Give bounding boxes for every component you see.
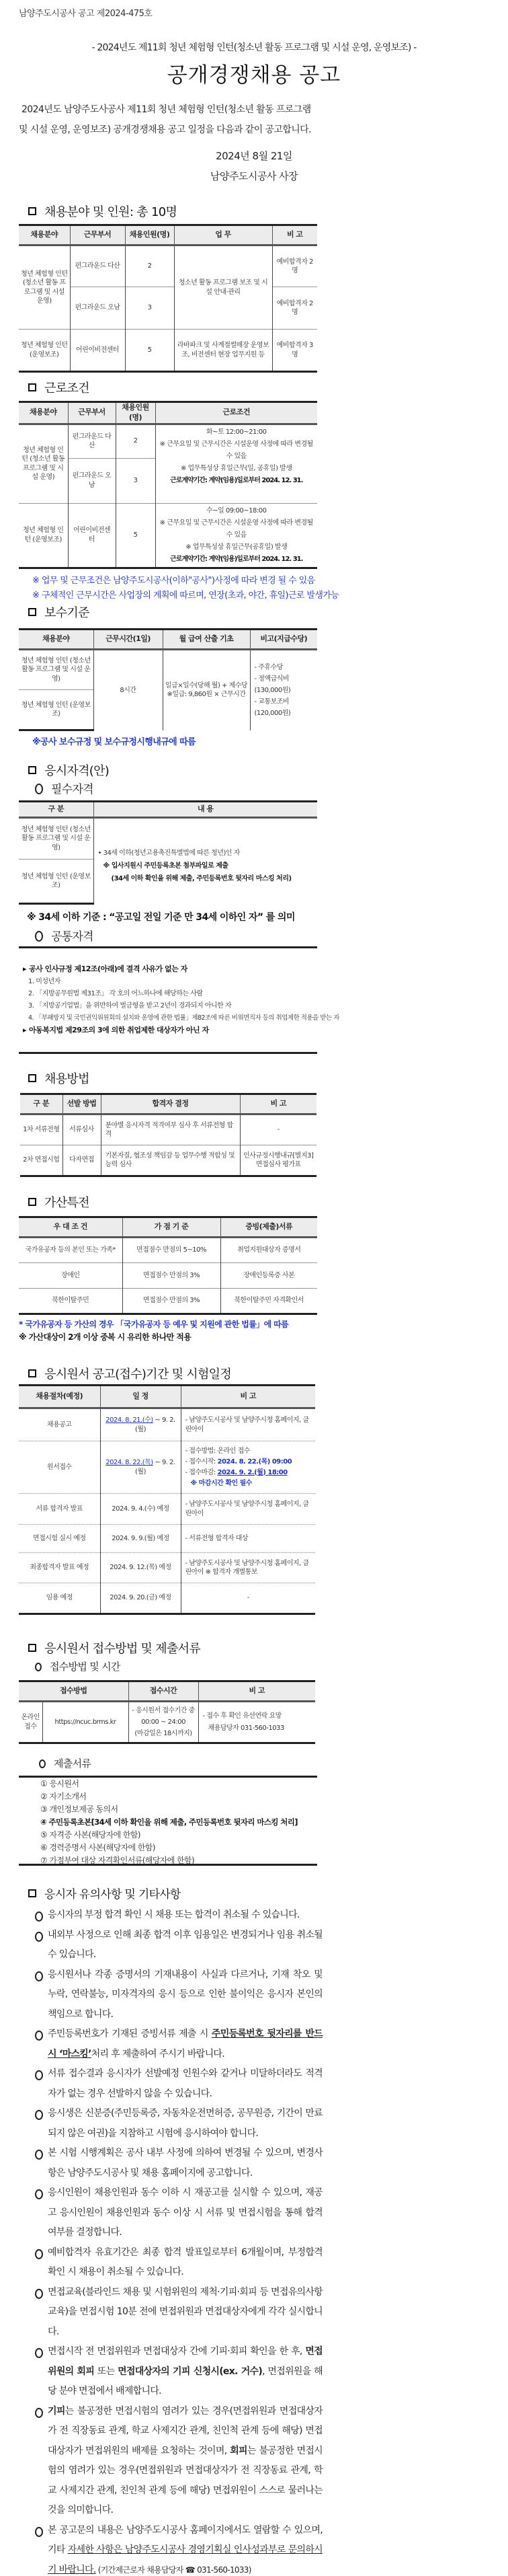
requirement-note: (34세 이하 확인을 위해 제출, 주민등록번호 뒷자리 마스킹 처리) [111,875,292,882]
note-item: 면접교육(블라인드 채용 및 시험위원의 제척·기피·회피 등 면접유의사항 교육)을 면접시험 10분 전에 면접위원과 면접대상자에게 각각 실시합니다. [35,2283,323,2343]
section-positions-title [28,204,177,221]
dept-cell: 펀그라운드 다산 [70,245,125,287]
table-row [19,1494,315,1525]
note-item: 응시자의 부정 합격 확인 시 채용 또는 합격이 취소될 수 있습니다. [35,1905,323,1926]
requirement-heading: ▸ 아동복지법 제29조의 3에 의한 취업제한 대상자가 아닌 자 [23,1026,313,1036]
col-header: 근무부서 [70,225,125,245]
field-cell: 청년 체험형 인턴 (청소년 활동 프로그램 및 시설 운영) [19,424,68,503]
stage-cell: 1차 서류전형 [20,1114,62,1145]
document-item: ⑤ 자격증 사본(해당자에 한함) [40,1830,140,1840]
contact-phone: 채용담당자 031-560-1033 [208,1724,284,1732]
requirement-heading: ▸ 공사 인사규정 제12조(아래)에 결격 사유가 없는 자 [23,964,313,975]
document-item: ① 응시원서 [40,1779,79,1788]
method-subtitle [35,1660,120,1673]
col-header: 접수시간 [128,1681,198,1702]
contact-phone: (기간제근로자 채용담당자 ☎ 031-560-1033) [95,2565,251,2575]
bonus-note: * 국가유공자 등 가산의 경우 「국가유공자 등 예우 및 지원에 관한 법률」에 따름 [19,1320,289,1329]
col-header: 비고(지급수당) [250,630,317,650]
eligibility-table [19,800,317,905]
date-cell [100,1408,181,1441]
col-header: 근무시간(1일) [93,630,163,650]
schedule-table [19,1384,315,1615]
step-cell: 임용 예정 [19,1583,100,1614]
note-cell [181,1441,315,1494]
square-bullet-icon [28,766,36,774]
square-bullet-icon [28,1074,36,1082]
col-header: 채용분야 [19,630,93,650]
section-title-text: 채용방법 [44,1072,89,1086]
col-header: 채용분야 [19,225,70,245]
duty-cell: 라바파크 및 사계절썰매장 운영보조, 비전센터 현장 업무지원 등 [174,330,272,372]
notice-issuer: 남양주도시공사 사장 [210,170,298,182]
end-datetime: 2024. 9. 2.(월) 18:00 [217,1468,288,1476]
col-header: 일 정 [100,1386,181,1408]
conditions-table [19,401,317,569]
table-row [19,1441,315,1494]
table-header-row [19,630,317,650]
section-title-text: 보수기준 [44,606,89,620]
col-header: 증빙(제출)서류 [220,1217,317,1238]
table-row [19,1263,317,1289]
time-line: (마감일은 18시까지) [134,1730,192,1737]
document-item: ③ 개인정보제공 동의서 [40,1805,118,1814]
col-header: 비 고 [198,1681,315,1702]
section-title-text: 가산특전 [44,1196,89,1210]
note-cell: - 남양주도시공사 및 남양주시청 홈페이지, 클린아이 [181,1494,315,1525]
dept-cell: 펀그라운드 다산 [68,424,116,458]
section-title-text: 응시자격(안) [44,764,110,778]
contract-term: 근로계약기간: 계약(임용)일로부터 2024. 12. 31. [170,476,303,484]
note-label: - 접수마감: [185,1468,218,1476]
document-item: ⑥ 경력증명서 사본(해당자에 한함) [40,1843,155,1852]
method-type-cell: 온라인 접수 [19,1702,42,1743]
note-text: 본 공고문의 내용은 남양주도시공사 홈페이지에서도 열람할 수 있으며, 기타 [48,2524,323,2555]
formula-line: ※일급: 9,860원 × 근무시간 [167,691,246,699]
field-cell: 청년 체험형 인턴 (청소년 활동 프로그램 및 시설 운영) [19,245,70,330]
url-link[interactable]: https://ncuc.brms.kr [42,1702,128,1743]
col-header: 근무부서 [68,402,116,424]
note-cell: - 남양주도시공사 및 남양주시청 홈페이지, 클린아이 [181,1408,315,1441]
section-title-text: 근로조건 [44,381,89,395]
subtitle-text: 접수방법 및 시간 [50,1661,120,1673]
work-note: ※ 업무특성상 휴일근무(공휴일) 발생 [185,543,288,551]
count-cell: 3 [125,287,174,330]
note-item [35,2521,323,2576]
count-cell: 5 [125,330,174,372]
note-item: 내외부 사정으로 인해 최종 합격 이후 임용일은 변경되거나 임용 취소될 수 있습니다. [35,1926,323,1965]
documents-list [19,1776,317,1866]
conditions-note: ※ 업무 및 근무조건은 남양주도시공사(이하"공사")사정에 따라 변경 될 수 있음 [32,576,315,586]
documents-subtitle [39,1757,91,1770]
note-line [185,1468,314,1478]
table-header-row [20,1094,316,1114]
section-schedule-title [28,1367,231,1383]
section-title-text: 응시원서 접수방법 및 제출서류 [44,1642,201,1656]
section-conditions-title [28,381,89,397]
field-cell: 청년 체험형 인턴 (운영보조) [19,330,70,372]
date-highlight: 2024. 8. 22.(목) [105,1459,153,1466]
notice-number: 남양주도시공사 공고 제2024-475호 [19,9,153,19]
date-rest: ~ 9. 2.(월) [135,1459,175,1476]
col-header: 업 무 [174,225,272,245]
table-header-row [19,402,317,424]
note-underline: 자세한 사항은 남양주도시공사 경영기획실 인사성과부로 문의하시기 바랍니다. [48,2544,323,2575]
work-note: ※ 근무요일 및 근무시간은 시설운영 사정에 따라 변경될 수 있음 [159,440,313,460]
square-bullet-icon [28,608,36,616]
note-line: - 접수 후 확인 유선연락 요망 [202,1712,282,1720]
note-line: - 접수방법: 온라인 접수 [185,1447,250,1455]
col-header: 구 분 [20,1094,62,1114]
list-item: 4. 「부패방지 및 국민권익위원회의 설치와 운영에 관한 법률」제82조에 따른 비위면직자 등의 취업제한 적용을 받는 자 [28,1014,339,1022]
work-note: ※ 업무특성상 휴일근무(일, 공휴일) 발생 [181,464,292,472]
hours-cell: 8시간 [93,650,163,730]
deadline-warning: ※ 마감시간 확인 필수 [190,1479,252,1487]
note-cell: 예비합격자 2명 [272,287,317,330]
application-method-table [19,1680,315,1744]
note-text: 또는 [94,2365,118,2377]
subtitle-text: 공통자격 [51,930,93,944]
table-row [19,245,317,287]
decision-cell: 분야별 응시자격 적격여부 심사 후 서류전형 합격 [101,1114,240,1145]
section-title-text: 응시원서 공고(접수)기간 및 시험일정 [44,1367,232,1381]
condition-cell: 장애인 [19,1263,122,1289]
intro-paragraph: 2024년도 남양주도사공사 제11회 청년 체험형 인턴(청소년 활동 프로그램 및 시설 운영, 운영보조) 공개경쟁채용 공고 일정을 다음과 같이 공고합니다. [19,104,311,135]
col-header: 채용절차(예정) [19,1386,100,1408]
square-bullet-icon [28,1198,36,1206]
field-cell: 청년 체험형 인턴 (청소년 활동 프로그램 및 시설 운영) [19,818,93,860]
col-header: 선발 방법 [62,1094,101,1114]
points-cell: 면접점수 만점의 3% [122,1263,220,1289]
table-row [20,1145,316,1176]
col-header: 우 대 조 건 [19,1217,122,1238]
note-emphasis: 기피 [48,2405,65,2417]
note-label: - 접수시작: [185,1457,218,1466]
col-header: 비 고 [181,1386,315,1408]
document-item: ④ 주민등록초본[34세 이하 확인을 위해 제출, 주민등록번호 뒷자리 마스킹 처리] [40,1817,298,1827]
condition-cell: 국가유공자 등의 본인 또는 가족* [19,1238,122,1263]
document-cell: 북한이탈주민 자격확인서 [220,1289,317,1314]
date-cell: 2024. 9. 4.(수) 예정 [100,1494,181,1525]
note-item: 본 시험 시행계획은 공사 내부 사정에 의하여 변경될 수 있으며, 변경사항은 남양주도시공사 및 채용 홈페이지에 공고합니다. [35,2144,323,2183]
conditions-cell [155,424,317,503]
table-row [19,1525,315,1553]
method-table [20,1093,316,1177]
count-cell: 3 [116,458,155,503]
stage-cell: 2차 면접시험 [20,1145,62,1176]
note-cell: - 남양주도시공사 및 남양주시청 홈페이지, 클린아이 ※ 합격자 개별통보 [181,1553,315,1583]
common-subtitle [35,930,93,945]
section-method-title [28,1071,89,1088]
col-header: 비 고 [240,1094,316,1114]
document-cell: 장애인등록증 사본 [220,1263,317,1289]
table-row [19,650,317,690]
count-cell: 2 [125,245,174,287]
section-application-title [28,1641,200,1657]
note-cell [198,1702,315,1743]
work-hours: 수~일 09:00~18:00 [206,506,267,515]
col-header: 접수방법 [19,1681,128,1702]
note-item: 예비합격자 유효기간은 최종 합격 발표일로부터 6개월이며, 부정합격 확인 시 채용이 취소될 수 있습니다. [35,2243,323,2283]
square-bullet-icon [28,207,36,215]
note-cell: 예비합격자 3명 [272,330,317,372]
square-bullet-icon [28,1644,36,1652]
salary-table [19,628,317,731]
square-bullet-icon [28,383,36,391]
note-item: 서류 접수결과 응시자가 선발예정 인원수와 같거나 미달하더라도 적격자가 없는 경우 선발하지 않을 수 있습니다. [35,2064,323,2104]
bonus-note: ※ 가산대상이 2개 이상 중복 시 유리한 하나만 적용 [19,1332,192,1342]
table-header-row [19,1386,315,1408]
note-text: 는 불공정한 면접시험의 염려가 있는 경우(면접위원과 면접대상자가 전 직장동료 관계, 학교 사제지간 관계, 친인척 관계 등에 해당) 면접대상자가 면접위원의 배제를 요청하는 것이며, [48,2405,323,2456]
notice-date: 2024년 8월 21일 [216,150,292,162]
date-cell [100,1441,181,1494]
allowance-item: - 정액급식비(130,000원) [254,675,291,694]
section-title-text: 채용분야 및 인원: 총 10명 [44,205,177,219]
note-emphasis: 면접대상자의 기피 신청시(ex. 거수) [118,2365,263,2377]
col-header: 내 용 [93,802,317,818]
circle-bullet-icon [35,784,43,794]
note-text: , 면접위원을 해당 분야 면접에서 배제합니다. [48,2365,323,2396]
field-cell: 청년 체험형 인턴 (운영보조) [19,503,68,568]
salary-note: ※공사 보수규정 및 보수규정시행내규에 따름 [32,737,196,747]
document-item: ② 자기소개서 [40,1792,87,1801]
list-item: 2. 「지방공무원법 제31조」 각 호의 어느하나에 해당하는 사람 [28,989,203,997]
table-row [19,1238,317,1263]
note-text: 는 불공정한 면접시험의 염려가 있는 경우(면접위원과 면접대상자가 전 직장동료 관계, 학교 사제지간 관계, 친인척 관계 등에 해당) 면접위원이 스스로 물러나는 것을 의미합니다. [48,2445,323,2515]
note-text: 주민등록번호가 기재된 증빙서류 제출 시 [48,2029,212,2039]
col-header: 합격자 결정 [101,1094,240,1114]
bonus-table [19,1216,317,1315]
date-highlight: 2024. 8. 21.(수) [105,1416,153,1424]
duty-cell: 청소년 활동 프로그램 보조 및 시설 안내·관리 [174,245,272,330]
date-rest: ~ 9. 2.(월) [135,1416,175,1433]
selection-cell: 다자면접 [62,1145,101,1176]
time-line: 00:00 ~ 24:00 [141,1718,185,1726]
col-header: 채용인원(명) [116,402,155,424]
required-subtitle [35,782,93,798]
positions-table [19,224,317,373]
note-cell: - [240,1114,316,1145]
table-row [19,1553,315,1583]
col-header: 채용분야 [19,402,68,424]
col-header: 비 고 [272,225,317,245]
table-row [19,330,317,372]
step-cell: 서류 합격자 발표 [19,1494,100,1525]
selection-cell: 서류심사 [62,1114,101,1145]
table-row [19,1289,317,1314]
dept-cell: 펀그라운드 오남 [70,287,125,330]
dept-cell: 펀그라운드 오남 [68,458,116,503]
note-line [185,1457,314,1468]
square-bullet-icon [28,1369,36,1377]
notice-subtitle: - 2024년도 제11회 청년 체험형 인턴(청소년 활동 프로그램 및 시설 운영, 운영보조) - [91,42,417,53]
note-item [35,2024,323,2064]
note-cell: 인사규정시행내규[별지3] 면접심사 평가표 [240,1145,316,1176]
field-cell: 청년 체험형 인턴 (청소년 활동 프로그램 및 시설 운영) [19,650,93,690]
table-row [19,1408,315,1441]
dept-cell: 어린이비전센터 [70,330,125,372]
col-header: 가 점 기 준 [122,1217,220,1238]
table-row [19,1702,315,1743]
date-cell: 2024. 9. 9.(월) 예정 [100,1525,181,1553]
date-cell: 2024. 9. 12.(목) 예정 [100,1553,181,1583]
date-cell: 2024. 9. 20.(금) 예정 [100,1583,181,1614]
contract-term: 근로계약기간: 계약(임용)일로부터 2024. 12. 31. [170,555,303,563]
step-cell: 최종합격자 발표 예정 [19,1553,100,1583]
note-emphasis: 면접위원의 회피 [48,2346,323,2377]
condition-cell: 북한이탈주민 [19,1289,122,1314]
dept-cell: 어린이비전센터 [68,503,116,568]
conditions-cell [155,503,317,568]
section-title-text: 응시자 유의사항 및 기타사항 [44,1888,181,1901]
note-item: 응시인원이 채용인원과 동수 이하 시 재공고를 실시할 수 있으며, 재공고 응시인원이 채용인원과 동수 이상 시 서류 및 면접시험을 통해 합격여부를 결정합니다. [35,2183,323,2243]
col-header: 채용인원(명) [125,225,174,245]
start-datetime: 2024. 8. 22.(목) 09:00 [217,1457,292,1466]
document-item: ⑦ 가점부여 대상 자격확인서류(해당자에 한함) [40,1856,195,1865]
step-cell: 원서접수 [19,1441,100,1494]
section-salary-title [28,605,89,621]
circle-bullet-icon [39,1759,46,1768]
table-row [19,503,317,568]
decision-cell: 기본자질, 협조성 책임감 등 업무수행 적합성 및 능력 심사 [101,1145,240,1176]
table-row [19,818,317,860]
subtitle-text: 필수자격 [51,783,93,796]
list-item: 3. 「지방공기업법」을 위반하여 벌금형을 받고 2년이 경과되지 아니한 자 [28,1001,232,1010]
note-text: 처리 후 제출하여 주시기 바랍니다. [91,2048,225,2059]
work-hours: 화~토 12:00~21:00 [206,428,267,436]
note-text: 면접시작 전 면접위원과 면접대상자 간에 기피·회피 확인을 한 후, [48,2346,306,2357]
field-cell: 청년 체험형 인턴 (운영보조) [19,690,93,730]
note-cell: - [181,1583,315,1614]
document-cell: 취업지원대상자 증명서 [220,1238,317,1263]
points-cell: 면접점수 만점의 3% [122,1289,220,1314]
note-cell: - 서류전형 합격자 대상 [181,1525,315,1553]
formula-cell [163,650,250,730]
section-eligibility-title [28,763,109,780]
count-cell: 5 [116,503,155,568]
table-row [19,424,317,458]
square-bullet-icon [28,1889,36,1897]
requirement-item: • 34세 이하(청년고용촉진특별법에 따른 청년)인 자 [97,849,240,857]
count-cell: 2 [116,424,155,458]
allowance-cell [250,650,317,730]
col-header: 구 분 [19,802,93,818]
note-cell: 예비합격자 2명 [272,245,317,287]
requirement-note: ※ 입사지원시 주민등록초본 첨부파일로 제출 [103,862,228,870]
section-bonus-title [28,1195,89,1211]
allowance-item: - 교통보조비(120,000원) [254,697,291,717]
conditions-note: ※ 구체적인 근무시간은 사업장의 계획에 따르며, 연장(초과, 야간, 휴일)근로 발생가능 [32,591,339,601]
table-row [20,1114,316,1145]
page-title: 공개경쟁채용 공고 [167,63,341,87]
table-header-row [19,1217,317,1238]
circle-bullet-icon [35,931,43,942]
note-emphasis: 회피 [230,2445,247,2456]
note-item: 응시원서나 각종 증명서의 기재내용이 사실과 다르거나, 기재 착오 및 누락, 연락불능, 미자격자의 응시 등으로 인한 불이익은 응시자 본인의 책임으로 합니다. [35,1965,323,2025]
notes-list [35,1905,323,2576]
col-header: 월 급여 산출 기초 [163,630,250,650]
note-item [35,2342,323,2402]
note-item [35,2402,323,2521]
subtitle-text: 제출서류 [54,1757,91,1770]
allowance-item: - 주휴수당 [254,663,283,671]
age-criteria-note: ※ 34세 이하 기준 : “공고일 전일 기준 만 34세 이하인 자” 를 의미 [27,912,295,923]
note-item: 응시생은 신분증(주민등록증, 자동차운전면허증, 공무원증, 기간이 만료되지 않은 여권)을 지참하고 시험에 응시하여야 합니다. [35,2104,323,2144]
note-emphasis: 주민등록번호 뒷자리를 반드시 ‘마스킹’ [48,2029,323,2059]
step-cell: 채용공고 [19,1408,100,1441]
time-line: - 응시원서 접수기간 중 [132,1707,195,1714]
list-item: 1. 미성년자 [28,977,60,985]
work-note: ※ 근무요일 및 근무시간은 시설운영 사정에 따라 변경될 수 있음 [159,519,313,539]
formula-line: 일급×일수(당해 월) + 제수당 [165,681,248,689]
table-header-row [19,225,317,245]
time-cell [128,1702,198,1743]
field-cell: 청년 체험형 인턴 (운영보조) [19,860,93,904]
table-row [19,1583,315,1614]
common-requirements-box [19,946,339,1054]
step-cell: 면접시험 실시 예정 [19,1525,100,1553]
requirements-cell [93,818,317,904]
table-header-row [19,1681,315,1702]
section-notes-title [28,1887,181,1903]
table-header-row [19,802,317,818]
points-cell: 면접점수 만점의 5~10% [122,1238,220,1263]
col-header: 근로조건 [155,402,317,424]
circle-bullet-icon [35,1663,42,1671]
